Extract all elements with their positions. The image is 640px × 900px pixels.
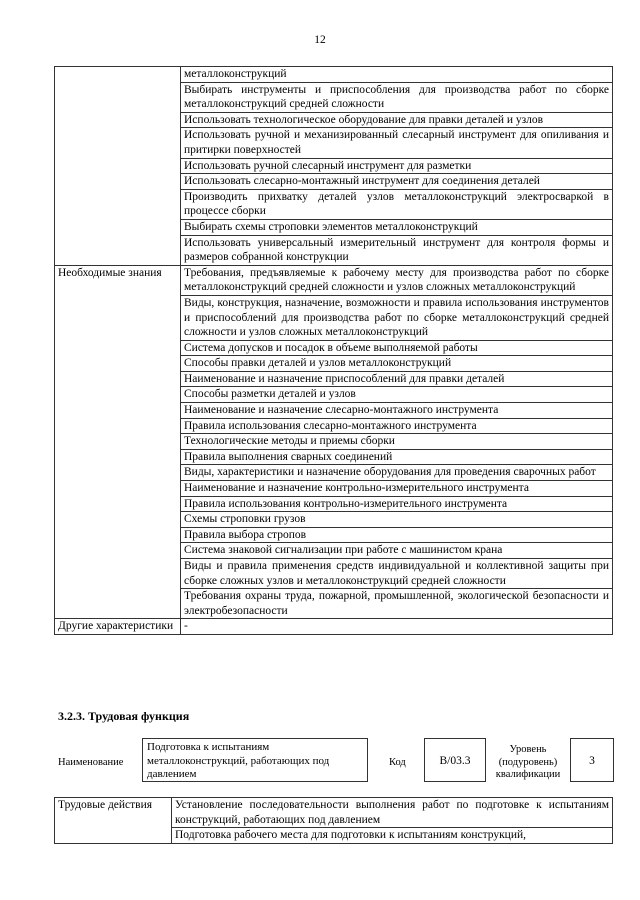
skill-item: Использовать технологическое оборудование для правки деталей и узлов [181,112,613,128]
page-number: 12 [314,34,326,46]
code-label: Код [389,757,406,768]
section-title: 3.2.3. Трудовая функция [58,709,190,723]
other-label: Другие характеристики [55,619,181,635]
level-label: Уровень (подуровень) квалификации [495,744,561,780]
skill-item: Производить прихватку деталей узлов металлоконструкций электросваркой в процессе сборки [181,189,613,219]
label-cell-continued [55,67,181,266]
function-name-field: Подготовка к испытаниям металлоконструкций, работающих под давлением [142,738,368,782]
knowledge-item: Виды, характеристики и назначение оборудования для проведения сварочных работ [181,465,613,481]
knowledge-item: Технологические методы и приемы сборки [181,434,613,450]
name-label: Наименование [58,757,124,768]
other-value: - [181,619,613,635]
skill-item: Использовать слесарно-монтажный инструмент для соединения деталей [181,174,613,190]
labor-action-item: Установление последовательности выполнения работ по подготовке к испытаниям конструкций, работающих под давлением [172,798,613,828]
knowledge-item: Способы правки деталей и узлов металлоконструкций [181,356,613,372]
knowledge-item: Наименование и назначение приспособлений для правки деталей [181,371,613,387]
knowledge-item: Система знаковой сигнализации при работе с машинистом крана [181,543,613,559]
code-field: B/03.3 [424,738,486,782]
knowledge-item: Способы разметки деталей и узлов [181,387,613,403]
knowledge-item: Схемы строповки грузов [181,512,613,528]
skill-item: Выбирать инструменты и приспособления для производства работ по сборке металлоконструкций средней сложности [181,82,613,112]
table-row [55,619,613,635]
knowledge-item: Наименование и назначение слесарно-монтажного инструмента [181,403,613,419]
knowledge-item: Правила использования контрольно-измерительного инструмента [181,496,613,512]
knowledge-item: Виды и правила применения средств индивидуальной и коллективной защиты при сборке сложных узлов и металлоконструкций средней сложности [181,559,613,589]
knowledge-item: Система допусков и посадок в объеме выполняемой работы [181,340,613,356]
knowledge-item: Правила выбора стропов [181,527,613,543]
knowledge-item: Наименование и назначение контрольно-измерительного инструмента [181,481,613,497]
skill-item: Выбирать схемы строповки элементов металлоконструкций [181,219,613,235]
knowledge-label: Необходимые знания [55,265,181,619]
knowledge-item: Виды, конструкция, назначение, возможности и правила использования инструментов и приспособлений для производства работ по сборке металлоконструкций средней сложности и узлов сложных металлоконструкций [181,295,613,340]
function-header [58,738,614,786]
labor-actions-label: Трудовые действия [55,798,172,844]
knowledge-item: Требования, предъявляемые к рабочему месту для производства работ по сборке металлоконструкций средней сложности и узлов сложных металлоконструкций [181,265,613,295]
knowledge-item: Правила выполнения сварных соединений [181,449,613,465]
level-field: 3 [570,738,614,782]
skill-item: Использовать универсальный измерительный инструмент для контроля формы и размеров собранной конструкции [181,235,613,265]
skill-item: Использовать ручной слесарный инструмент для разметки [181,158,613,174]
table-row [55,798,613,828]
table-row [55,67,613,83]
labor-actions-table [54,797,613,844]
table-row [55,265,613,295]
labor-action-item: Подготовка рабочего места для подготовки к испытаниям конструкций, [172,828,613,844]
knowledge-item: Требования охраны труда, пожарной, промышленной, экологической безопасности и электробезопасности [181,589,613,619]
knowledge-item: Правила использования слесарно-монтажного инструмента [181,418,613,434]
skill-item: металлоконструкций [181,67,613,83]
skills-knowledge-table [54,66,613,635]
skill-item: Использовать ручной и механизированный слесарный инструмент для опиливания и притирки поверхностей [181,128,613,158]
